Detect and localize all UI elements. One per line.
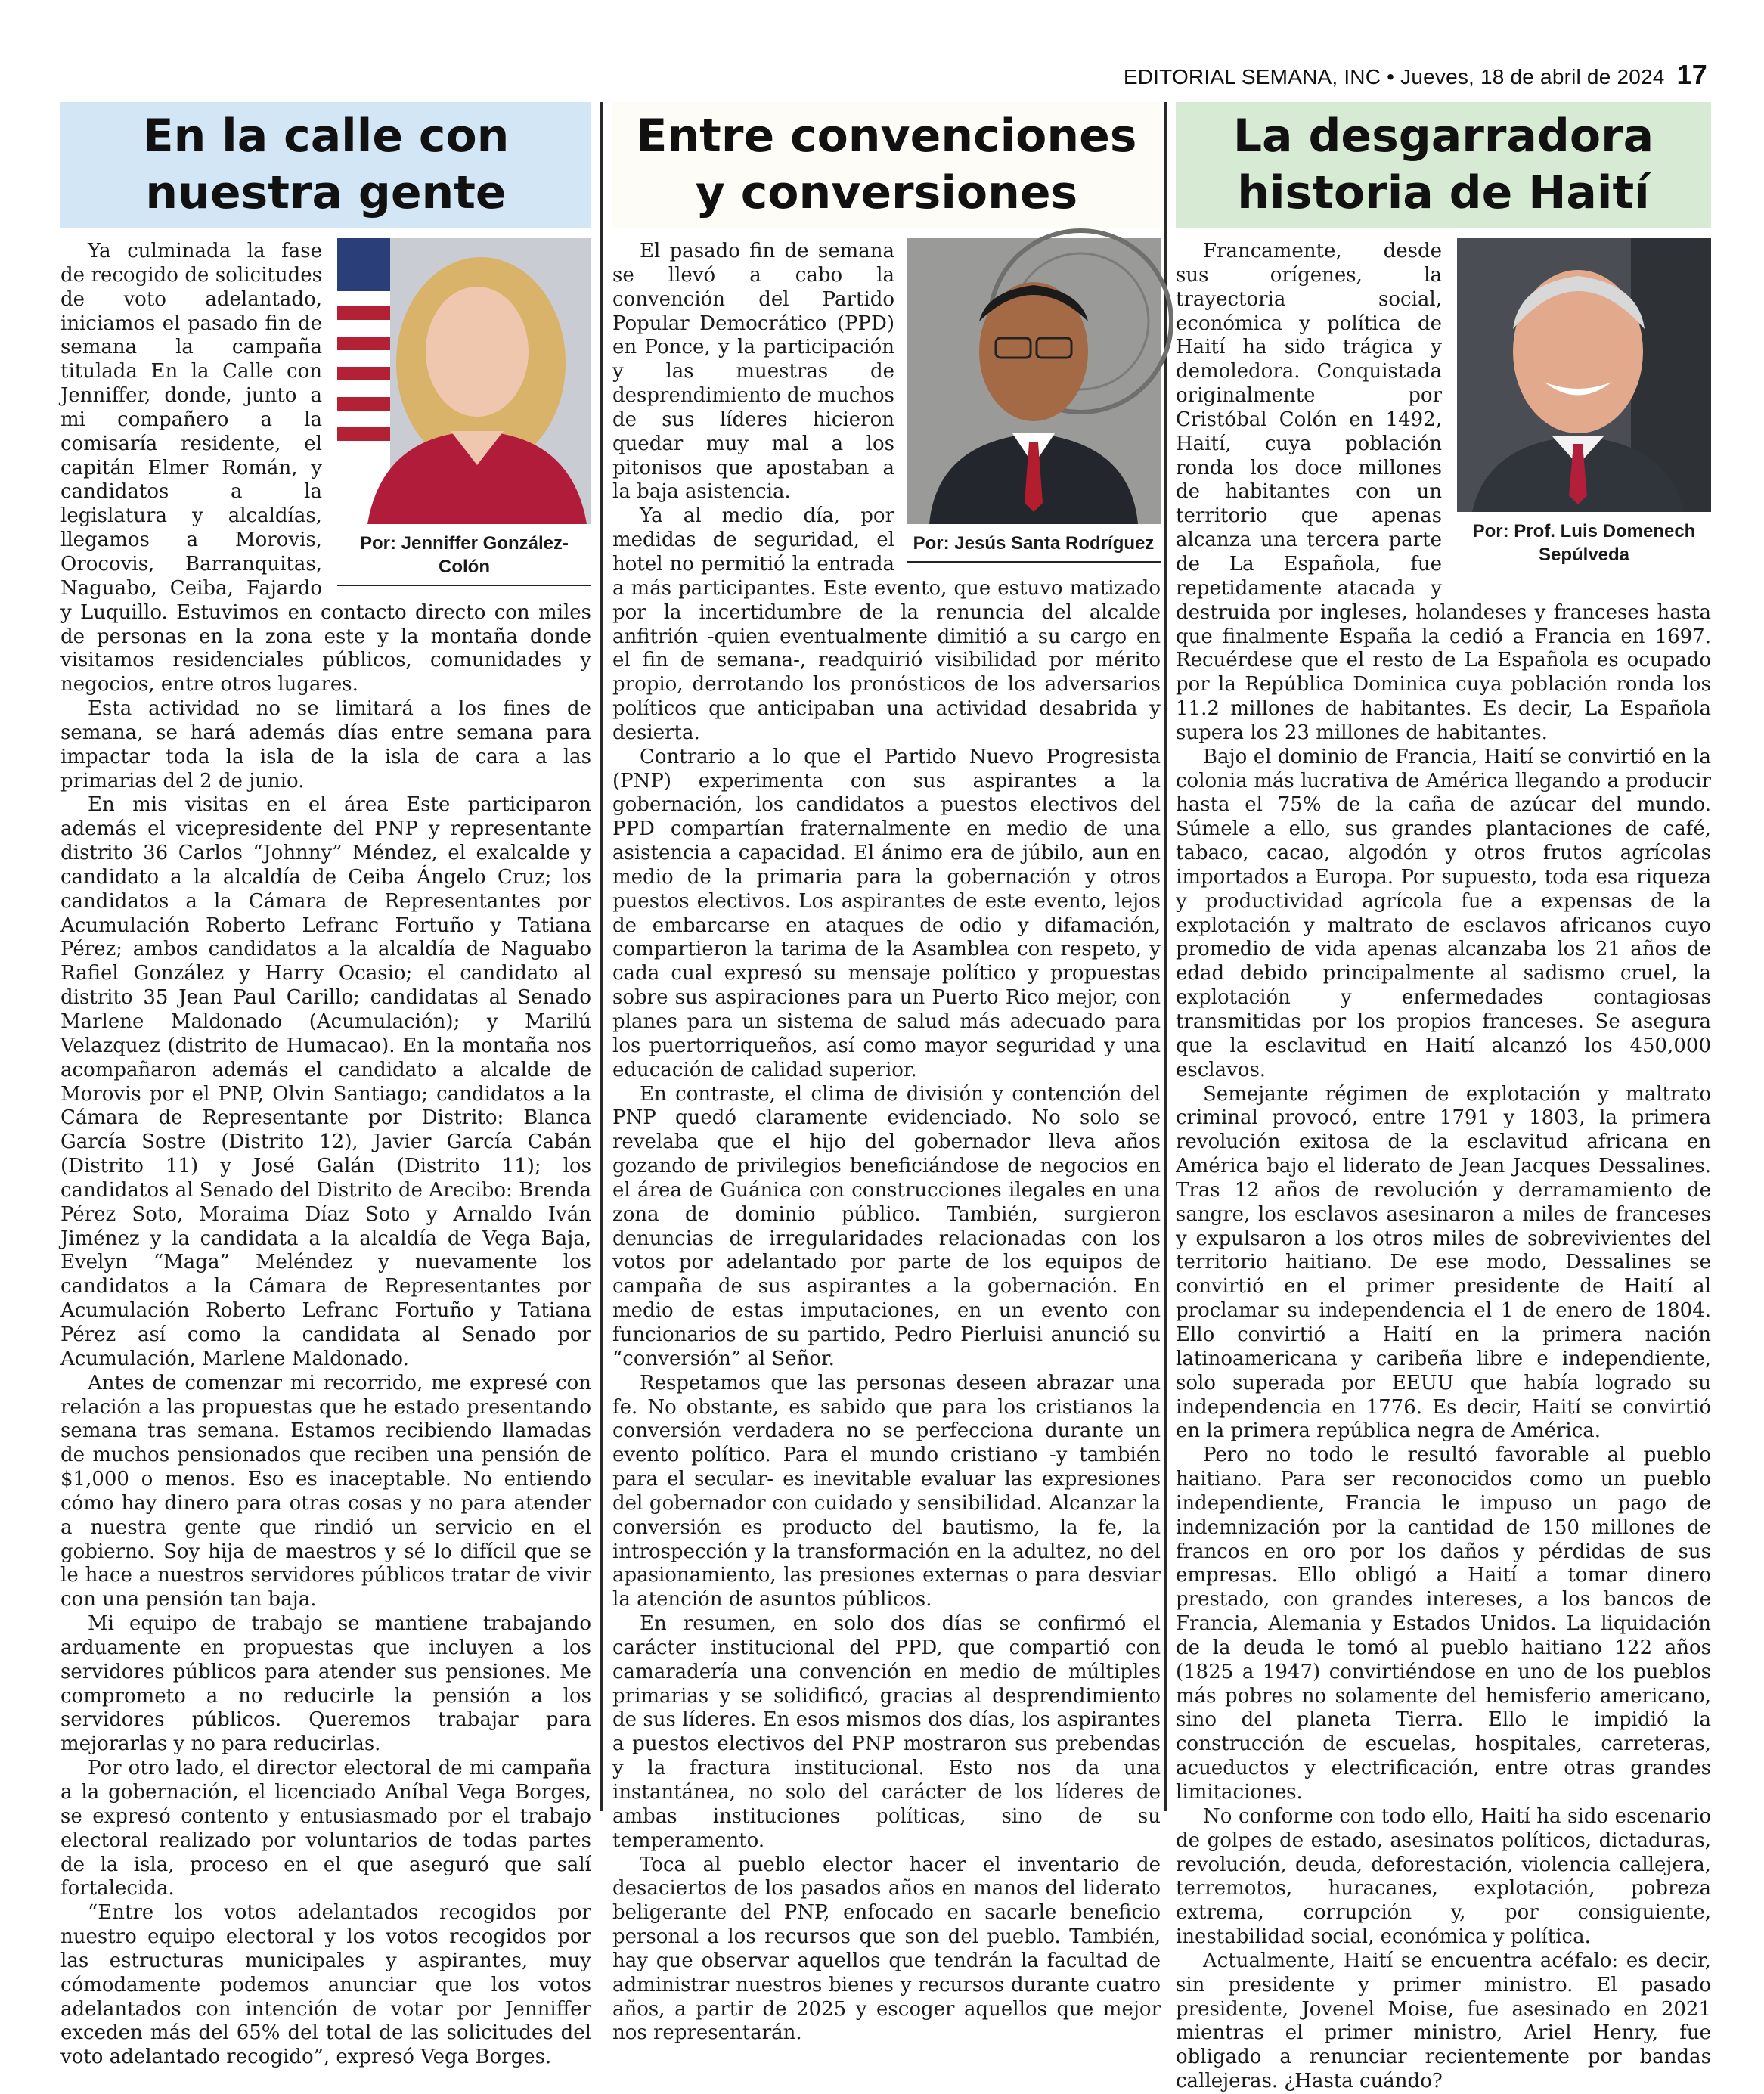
author-caption: Por: Jesús Santa Rodríguez xyxy=(907,524,1161,563)
author-photo xyxy=(1457,238,1711,512)
article-calle xyxy=(60,102,591,2069)
article-title: En la calle con nuestra gente xyxy=(60,102,591,228)
page-header: EDITORIAL SEMANA, INC • Jueves, 18 de abril de 2024 17 xyxy=(1123,59,1707,90)
article-body: Por: Jenniffer González-Colón Ya culminada la fase de recogido de solicitudes de voto adelantado, iniciamos el pasado fin de semana la campaña titulada En la Calle con Jenniffer, donde, junto a mi compañero a la comisaría residente, el capitán Elmer Román, y candidatos a la legislatura y alcaldías, llegamos a Morovis, Orocovis, Barranquitas, Naguabo, Ceiba, Fajardo y Luquillo. Estuvimos en contacto directo con miles de personas en la zona este y la montaña donde visitamos residenciales públicos, comunidades y negocios, entre otros lugares. Esta actividad no se limitará a los fines de semana, se hará además días entre semana para impactar toda la isla de la isla de cara a las primarias del 2 de junio. En mis visitas en el área Este participaron además el vicepresidente del PNP y representante distrito 36 Carlos “Johnny” Méndez, el exalcalde y candidato a la alcaldía de Ceiba Ángelo Cruz; los candidatos a la Cámara de Representantes por Acumulación Roberto Lefranc Fortuño y Tatiana Pérez; ambos candidatos a la alcaldía de Naguabo Rafiel González y Harry Ocasio; el candidato al distrito 35 Jean Paul Carillo; candidatas al Senado Marlene Maldonado (Acumulación); y Marilú Velazquez (distrito de Humacao). En la montaña nos acompañaron además el candidato a alcalde de Morovis por el PNP, Olvin Santiago; candidatos a la Cámara de Representante por Distrito: Blanca García Sostre (Distrito 12), Javier García Cabán (Distrito 11) y José Galán (Distrito 11); los candidatos al Senado del Distrito de Arecibo: Brenda Pérez Soto, Moraima Díaz Soto y Arnaldo Iván Jiménez y la candidata a la alcaldía de Vega Baja, Evelyn “Maga” Meléndez y nuevamente los candidatos a la Cámara de Representantes por Acumulación Roberto Lefranc Fortuño y Tatiana Pérez así como la candidata al Senado por Acumulación, Marlene Maldonado. Antes de comenzar mi recorrido, me expresé con relación a las propuestas que he estado presentando semana tras semana. Estamos recibiendo llamadas de muchos pensionados que reciben una pensión de $1,000 o menos. Eso es inaceptable. No entiendo cómo hay dinero para otras cosas y no para atender a nuestra gente que rindió un servicio en el gobierno. Soy hija de maestros y sé lo difícil que se le hace a nuestros servidores públicos tratar de vivir con una pensión tan baja. Mi equipo de trabajo se mantiene trabajando arduamente en propuestas que incluyen a los servidores públicos para atender sus pensiones. Me comprometo a no reducirle la pensión a los servidores públicos. Queremos trabajar para mejorarlas y no para reducirlas. Por otro lado, el director electoral de mi campaña a la gobernación, el licenciado Aníbal Vega Borges, se expresó contento y entusiasmado por el trabajo electoral realizado por voluntarios de todas partes de la isla, proceso en el que aseguró que salí fortalecida. “Entre los votos adelantados recogidos por nuestro equipo electoral y los votos recogidos por las estructuras municipales y aspirantes, muy cómodamente podemos anunciar que los votos adelantados con intención de votar por Jenniffer exceden más del 65% del total de las solicitudes del voto adelantado recogido”, expresó Vega Borges. xyxy=(60,240,591,2069)
article-body: Por: Jesús Santa Rodríguez El pasado fin de semana se llevó a cabo la convención del Partido Popular Democrático (PPD) en Ponce, y la participación y las muestras de desprendimiento de muchos de sus líderes hicieron quedar muy mal a los pitonisos que apostaban a la baja asistencia. Ya al medio día, por medidas de seguridad, el hotel no permitió la entrada a más participantes. Este evento, que estuvo matizado por la incertidumbre de la renuncia del alcalde anfitrión -quien eventualmente dimitió a su cargo en el fin de semana-, readquirió visibilidad por mérito propio, derrotando los pronósticos de los adversarios políticos que anticipaban una actividad desabrida y desierta. Contrario a lo que el Partido Nuevo Progresista (PNP) experimenta con sus aspirantes a la gobernación, los candidatos a puestos electivos del PPD compartían fraternalmente en medio de una asistencia a capacidad. El ánimo era de júbilo, aun en medio de la primaria para la gobernación y otros puestos electivos. Los aspirantes de este evento, lejos de embarcarse en ataques de odio y difamación, compartieron la tarima de la Asamblea con respeto, y cada cual expresó su mensaje político y propuestas sobre sus aspiraciones para un Puerto Rico mejor, con planes para un sistema de salud más adecuado para los puertorriqueños, así como mayor seguridad y una educación de calidad superior. En contraste, el clima de división y contención del PNP quedó claramente evidenciado. No solo se revelaba que el hijo del gobernador lleva años gozando de privilegios beneficiándose de negocios en el área de Guánica con construcciones ilegales en una zona de dominio público. También, surgieron denuncias de irregularidades relacionadas con los votos por adelantado por parte de los equipos de campaña de sus aspirantes a la gobernación. En medio de estas imputaciones, en un evento con funcionarios de su partido, Pedro Pierluisi anunció su “conversión” al Señor. Respetamos que las personas deseen abrazar una fe. No obstante, es sabido que para los cristianos la conversión verdadera no se perfecciona durante un evento político. Para el mundo cristiano -y también para el secular- es inevitable evaluar las expresiones del gobernador con cuidado y sensibilidad. Alcanzar la conversión es producto del bautismo, la fe, la introspección y la transformación en la adultez, no del apasionamiento, las presiones externas o para desviar la atención de asuntos públicos. En resumen, en solo dos días se confirmó el carácter institucional del PPD, que compartió con camaradería una convención en medio de múltiples primarias y se solidificó, gracias al desprendimiento de sus líderes. En esos mismos dos días, los aspirantes a puestos electivos del PNP mostraron sus prebendas y la fractura institucional. Esto nos da una instantánea, no solo del carácter de los líderes de ambas instituciones políticas, sino de su temperamento. Toca al pueblo elector hacer el inventario de desaciertos de los pasados años en manos del liderato beligerante del PNP, enfocado en sacarle beneficio personal a los recursos que son del pueblo. También, hay que observar aquellos que tendrán la facultad de administrar nuestros bienes y recursos durante cuatro años, a partir de 2025 y escoger aquellos que mejor nos representarán. xyxy=(612,228,1161,2046)
author-figure xyxy=(337,238,591,586)
article-body: Por: Prof. Luis Domenech Sepúlveda Francamente, desde sus orígenes, la trayectoria social, económica y política de Haití ha sido trágica y demoledora. Conquistada originalmente por Cristóbal Colón en 1492, Haití, cuya población ronda los doce millones de habitantes con un territorio que apenas alcanza una tercera parte de La Española, fue repetidamente atacada y destruida por ingleses, holandeses y franceses hasta que finalmente España la cedió a Francia en 1697. Recuérdese que el resto de La Española es ocupado por la República Dominica cuya población ronda los 11.2 millones de habitantes. Es decir, La Española supera los 23 millones de habitantes. Bajo el dominio de Francia, Haití se convirtió en la colonia más lucrativa de América llegando a producir hasta el 75% de la caña de azúcar del mundo. Súmele a ello, sus grandes plantaciones de café, tabaco, cacao, algodón y otros frutos agrícolas importados a Europa. Por supuesto, toda esa riqueza y productividad agrícola fue a expensas de la explotación y maltrato de esclavos africanos cuyo promedio de vida apenas alcanzaba los 21 años de edad debido principalmente al sadismo cruel, la explotación y enfermedades contagiosas transmitidas por los propios franceses. Se asegura que la esclavitud en Haití alcanzó los 450,000 esclavos. Semejante régimen de explotación y maltrato criminal provocó, entre 1791 y 1803, la primera revolución exitosa de la esclavitud africana en América bajo el liderato de Jean Jacques Dessalines. Tras 12 años de revolución y derramamiento de sangre, los esclavos asesinaron a miles de franceses y expulsaron a los otros miles de sobrevivientes del territorio haitiano. De ese modo, Dessalines se convirtió en el primer presidente de Haití al proclamar su independencia el 1 de enero de 1804. Ello convirtió a Haití en la primera nación latinoamericana y caribeña libre e independiente, solo superada por EEUU que había logrado su independencia en 1776. Es decir, Haití se convirtió en la primera república negra de América. Pero no todo le resultó favorable al pueblo haitiano. Para ser reconocidos como un pueblo independiente, Francia le impuso un pago de indemnización por la cantidad de 150 millones de francos en oro por los daños y pérdidas de sus empresas. Ello obligó a Haití a tomar dinero prestado, con grandes intereses, a los bancos de Francia, Alemania y Estados Unidos. La liquidación de la deuda le tomó al pueblo haitiano 122 años (1825 a 1947) convirtiéndose en uno de los pueblos más pobres no solamente del hemisferio americano, sino del planeta Tierra. Ello le impidió la construcción de escuelas, hospitales, carreteras, acueductos y electrificación, entre otras grandes limitaciones. No conforme con todo ello, Haití ha sido escenario de golpes de estado, asesinatos políticos, dictaduras, revolución, deuda, deforestación, violencia callejera, terremotos, huracanes, explotación, pobreza extrema, corrupción y, por consiguiente, inestabilidad social, económica y política. Actualmente, Haití se encuentra acéfalo: es decir, sin presidente y primer ministro. El pasado presidente, Jovenel Moise, fue asesinado en 2021 mientras el primer ministro, Ariel Henry, fue obligado a renunciar recientemente por bandas callejeras. ¿Hasta cuándo? xyxy=(1176,240,1711,2093)
issue-date: Jueves, 18 de abril de 2024 xyxy=(1400,65,1665,88)
author-caption: Por: Prof. Luis Domenech Sepúlveda xyxy=(1472,521,1696,566)
article-haiti xyxy=(1176,102,1711,2093)
article-convenciones xyxy=(612,102,1161,2045)
author-caption: Por: Jenniffer González-Colón xyxy=(337,524,591,586)
author-photo xyxy=(337,238,591,524)
author-figure xyxy=(1457,238,1711,572)
author-figure xyxy=(907,238,1161,563)
author-photo xyxy=(907,238,1161,524)
publisher: EDITORIAL SEMANA, INC xyxy=(1123,65,1381,88)
article-title: La desgarradora historia de Haití xyxy=(1176,102,1711,228)
article-title: Entre convenciones y conversiones xyxy=(612,102,1161,228)
page-number: 17 xyxy=(1676,59,1707,90)
column-divider xyxy=(600,102,603,1811)
